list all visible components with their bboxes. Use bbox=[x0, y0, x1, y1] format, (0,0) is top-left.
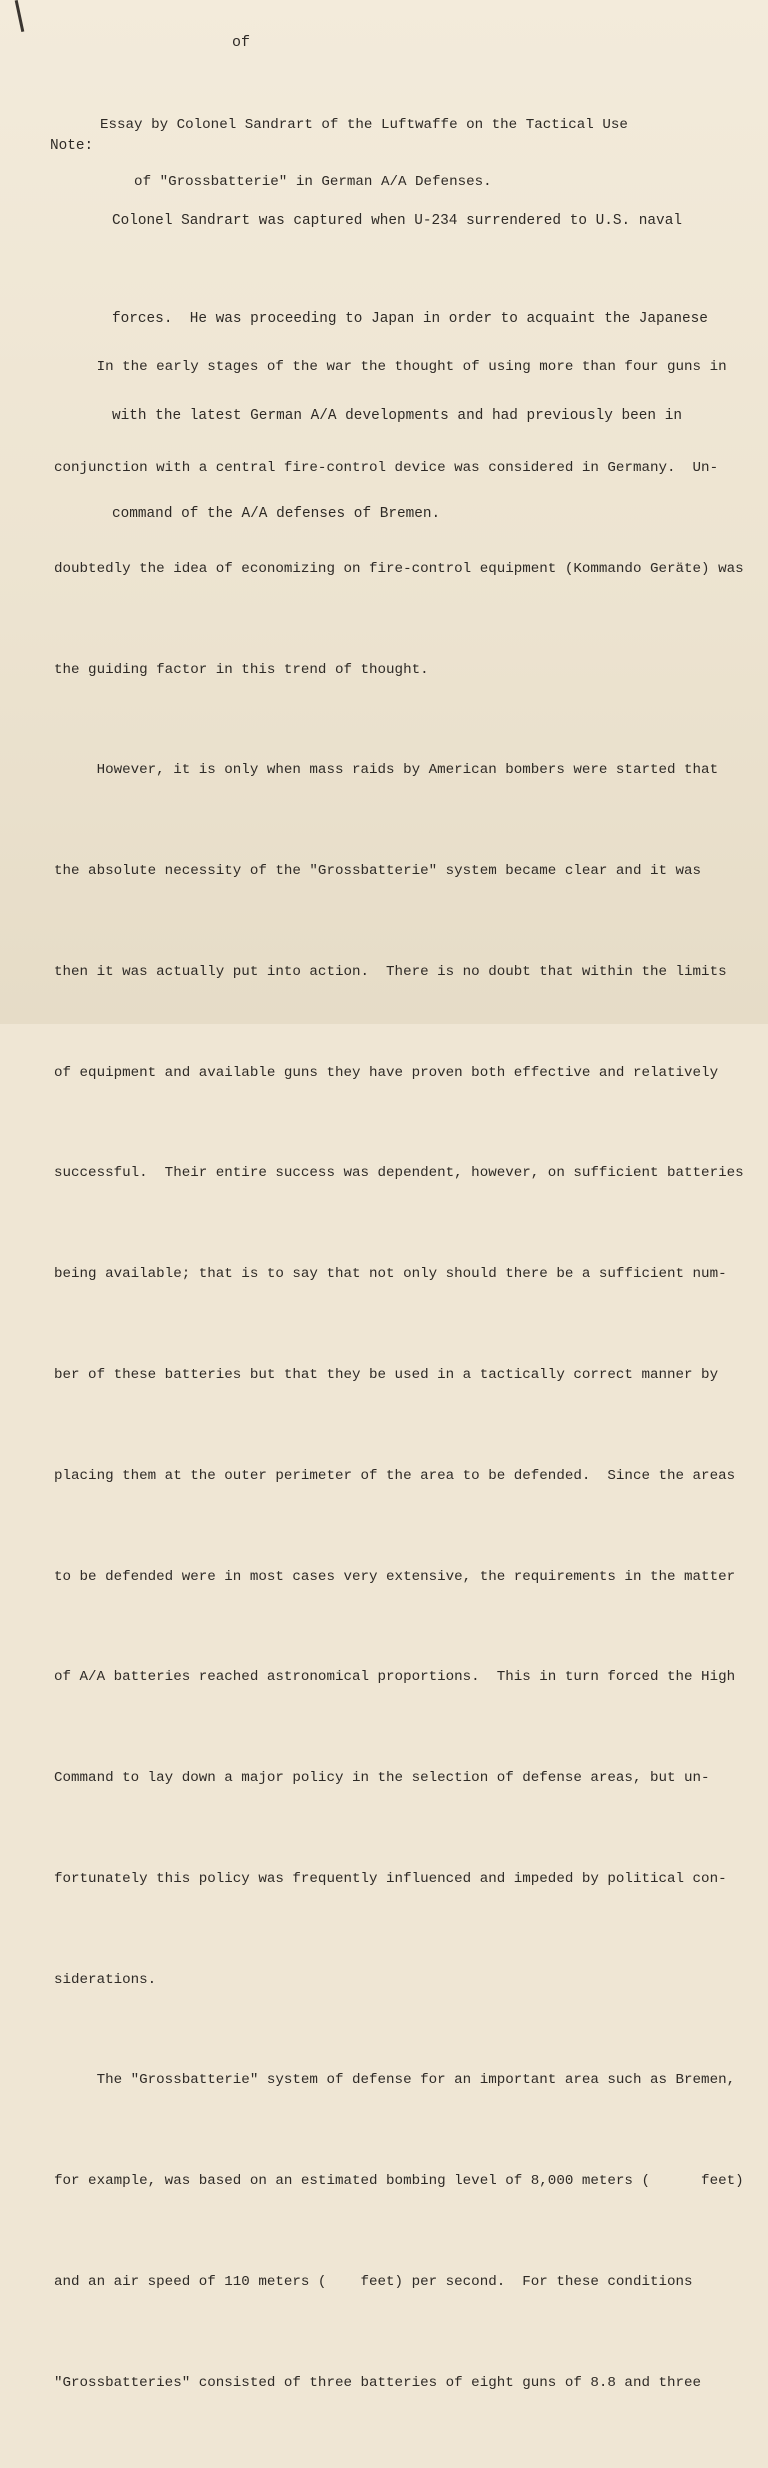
body-line: placing them at the outer perimeter of the area to be defended. Since the areas bbox=[54, 1467, 736, 1484]
note-line: forces. He was proceeding to Japan in order to acquaint the Japanese bbox=[112, 310, 708, 327]
body-line: of equipment and available guns they have proven both effective and relatively bbox=[54, 1064, 719, 1081]
body-text bbox=[54, 284, 754, 2468]
title-line: Essay by Colonel Sandrart of the Luftwaffe on the Tactical Use bbox=[100, 117, 628, 133]
body-line: Command to lay down a major policy in the selection of defense areas, but un- bbox=[54, 1770, 710, 1787]
body-line: ber of these batteries but that they be used in a tactically correct manner by bbox=[54, 1367, 719, 1383]
body-line: the absolute necessity of the "Grossbatterie" system became clear and it was bbox=[54, 863, 702, 880]
note-line: Colonel Sandrart was captured when U-234 surrendered to U.S. naval bbox=[112, 213, 682, 229]
note-line: command of the A/A defenses of Bremen. bbox=[112, 505, 441, 522]
body-line: conjunction with a central fire-control device was considered in Germany. Un- bbox=[54, 459, 719, 476]
body-line: However, it is only when mass raids by American bombers were started that bbox=[54, 762, 719, 779]
body-line: successful. Their entire success was dependent, however, on sufficient batteries bbox=[54, 1165, 744, 1182]
note-label: Note: bbox=[50, 138, 94, 154]
body-line: to be defended were in most cases very extensive, the requirements in the matter bbox=[54, 1568, 736, 1585]
body-line: being available; that is to say that not only should there be a sufficient num- bbox=[54, 1266, 727, 1283]
pen-mark bbox=[15, 0, 25, 32]
page-number: of bbox=[232, 34, 251, 51]
body-line: then it was actually put into action. There is no doubt that within the limits bbox=[54, 963, 727, 980]
body-line: "Grossbatteries" consisted of three batteries of eight guns of 8.8 and three bbox=[54, 2374, 702, 2391]
body-line: fortunately this policy was frequently influenced and impeded by political con- bbox=[54, 1870, 727, 1887]
body-line: doubtedly the idea of economizing on fire-control equipment (Kommando Geräte) was bbox=[54, 560, 744, 577]
body-line: for example, was based on an estimated bombing level of 8,000 meters ( feet) bbox=[54, 2173, 744, 2190]
body-line: the guiding factor in this trend of thought. bbox=[54, 661, 429, 678]
body-line: The "Grossbatterie" system of defense for an important area such as Bremen, bbox=[54, 2072, 736, 2089]
body-line: siderations. bbox=[54, 1971, 157, 1988]
note-line: with the latest German A/A developments and had previously been in bbox=[112, 408, 682, 424]
title-line: of "Grossbatterie" in German A/A Defenses. bbox=[100, 174, 492, 190]
body-line: and an air speed of 110 meters ( feet) per second. For these conditions bbox=[54, 2274, 693, 2291]
body-line: of A/A batteries reached astronomical proportions. This in turn forced the High bbox=[54, 1669, 736, 1686]
body-line: In the early stages of the war the thought of using more than four guns in bbox=[54, 359, 727, 376]
